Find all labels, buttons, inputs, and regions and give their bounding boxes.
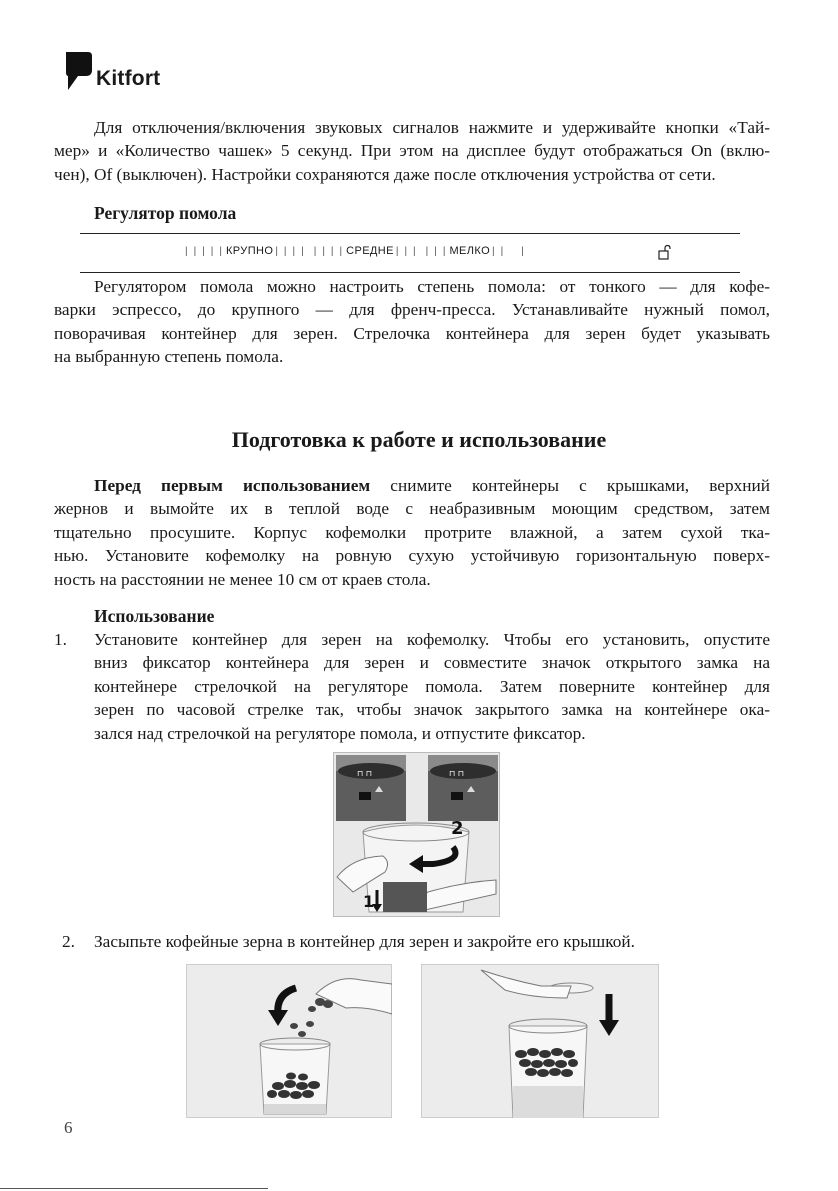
text-line: жернов и вымойте их в теплой воде с неабразивным моющим средством, затем <box>54 499 770 519</box>
scale-label-fine: МЕЛКО <box>449 245 491 257</box>
text-line: Регулятором помола можно настроить степень помола: от тонкого — для кофе- <box>94 277 770 296</box>
scale-ticks: | | | | | | <box>395 245 448 257</box>
text-line: нью. Установите кофемолку на ровную сухую устойчивую горизонтальную поверх- <box>54 546 770 566</box>
brand-name: Kitfort <box>96 67 161 90</box>
kitfort-logo-icon <box>64 50 94 92</box>
brand-logo <box>64 50 160 92</box>
divider <box>80 233 740 234</box>
text-span: снимите контейнеры с крышками, верхний <box>370 476 770 495</box>
svg-text:⊓ ⊓: ⊓ ⊓ <box>357 769 373 778</box>
container-install-figure <box>333 752 500 917</box>
intro-paragraph <box>54 116 770 186</box>
text-line: Для отключения/включения звуковых сигналов нажмите и удерживайте кнопки «Тай- <box>94 118 770 137</box>
usage-heading: Использование <box>94 606 215 626</box>
pour-beans-figure <box>186 964 392 1118</box>
grind-heading: Регулятор помола <box>94 203 237 223</box>
text-line: Засыпьте кофейные зерна в контейнер для зерен и закройте его крышкой. <box>94 932 635 951</box>
scale-ticks: | | | | | | | | <box>275 245 345 257</box>
open-lock-icon <box>657 244 673 260</box>
text-line: зался над стрелочкой на регуляторе помола, и отпустите фиксатор. <box>94 723 586 743</box>
page-number: 6 <box>64 1118 73 1137</box>
figure-label: 1 <box>363 892 375 911</box>
scale-ticks: | | | <box>492 245 526 257</box>
text-line: варки эспрессо, до крупного — для френч-пресса. Устанавливайте нужный помол, <box>54 300 770 320</box>
bold-lead: Перед первым использованием <box>94 476 371 495</box>
step-2-text <box>94 930 770 953</box>
text-line: Установите контейнер для зерен на кофемолку. Чтобы его установить, опустите <box>94 630 770 649</box>
text-line: ность на расстоянии не менее 10 см от краев стола. <box>54 569 431 589</box>
prep-paragraph <box>54 474 770 591</box>
step-number: 1. <box>54 630 67 649</box>
grind-scale <box>185 242 526 260</box>
scale-ticks: | | | | | <box>185 245 224 257</box>
text-line: чен), Of (выключен). Настройки сохраняются даже после отключения устройства от сети. <box>54 164 716 184</box>
scale-label-medium: СРЕДНЕ <box>346 245 394 257</box>
text-line: поворачивая контейнер для зерен. Стрелочка контейнера для зерен будет указывать <box>54 323 770 343</box>
grind-paragraph <box>54 275 770 369</box>
figure-label: 2 <box>451 818 464 839</box>
text-line: вниз фиксатор контейнера для зерен и совместите значок открытого замка на <box>94 653 770 673</box>
close-lid-figure <box>421 964 659 1118</box>
text-line: на выбранную степень помола. <box>54 347 284 367</box>
text-line <box>54 474 770 497</box>
scale-label-coarse: КРУПНО <box>226 245 274 257</box>
text-line: контейнере стрелочкой на регуляторе помола. Затем поверните контейнер для <box>94 676 770 696</box>
svg-text:⊓ ⊓: ⊓ ⊓ <box>449 769 465 778</box>
text-line: тщательно просушите. Корпус кофемолки протрите влажной, а затем сухой тка- <box>54 522 770 542</box>
text-line: зерен по часовой стрелке так, чтобы значок закрытого замка на контейнере ока- <box>94 700 770 720</box>
step-1-text <box>94 628 770 745</box>
step-number: 2. <box>62 932 75 951</box>
footer-rule <box>0 1188 268 1189</box>
text-line: мер» и «Количество чашек» 5 секунд. При этом на дисплее будут отображаться On (вклю- <box>54 141 770 161</box>
divider <box>80 272 740 273</box>
section-title: Подготовка к работе и использование <box>231 427 607 452</box>
